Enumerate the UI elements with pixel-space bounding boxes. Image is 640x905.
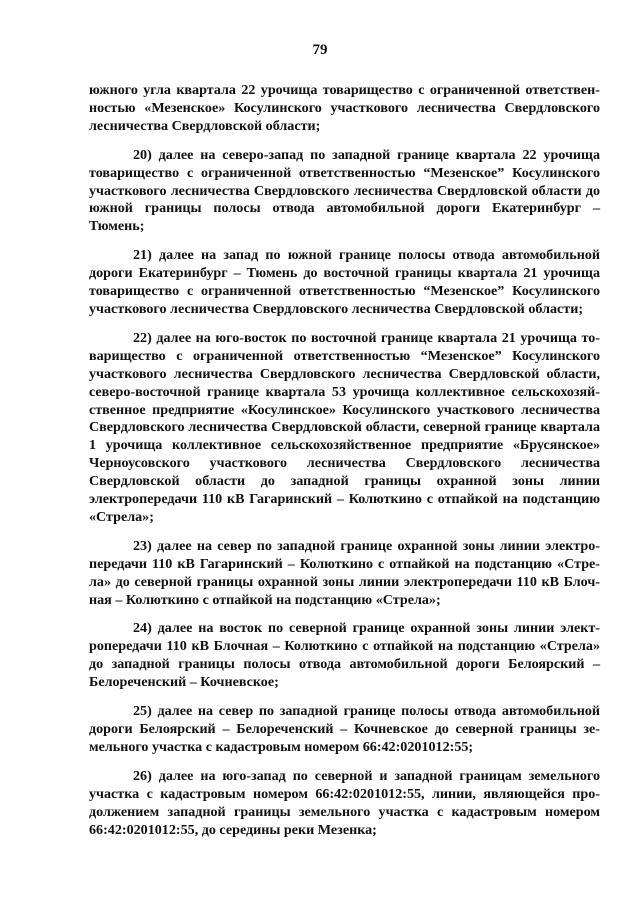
document-body: [89, 82, 600, 850]
paragraph-item-20: 20) далее на северо-запад по западной границе квартала 22 урочища товарищество с ограниченной ответственностью “Мезенское” Косулинского участкового лесничества Свердловского лесничества Свердловской области до южной границы полосы отвода автомобильной дороги Екатеринбург – Тюмень;: [89, 146, 600, 235]
paragraph-item-26: 26) далее на юго-запад по северной и западной границам земельного участка с кадастровым номером 66:42:0201012:55, линии, являющейся продолжением западной границы земельного участка с кадастровым номером 66:42:0201012:55, до середины реки Мезенка;: [89, 767, 600, 838]
paragraph-item-22: 22) далее на юго-восток по восточной границе квартала 21 урочища товарищество с ограниченной ответственностью “Мезенское” Косулинского участкового лесничества Свердловского лесничества Свердловской области, северо-восточной границе квартала 53 урочища коллективное сельскохозяйственное предприятие «Косулинское» Косулинского участкового лесничества Свердловского лесничества Свердловской области, северной границе квартала 1 урочища коллективное сельскохозяйственное предприятие «Брусянское» Черноусовского участкового лесничества Свердловского лесничества Свердловской области до западной границы охранной зоны линии электропередачи 110 кВ Гагаринский – Колюткино с отпайкой на подстанцию «Стрела»;: [89, 329, 600, 525]
paragraph-item-23: 23) далее на север по западной границе охранной зоны линии электропередачи 110 кВ Гагаринский – Колюткино с отпайкой на подстанцию «Стрела» до северной границы охранной зоны линии электропередачи 110 кВ Блочная – Колюткино с отпайкой на подстанцию «Стрела»;: [89, 537, 600, 608]
paragraph-item-25: 25) далее на север по западной границе полосы отвода автомобильной дороги Белоярский – Белореченский – Кочневское до северной границы земельного участка с кадастровым номером 66:42:0201012:55;: [89, 703, 600, 755]
paragraph-item-21: 21) далее на запад по южной границе полосы отвода автомобильной дороги Екатеринбург – Тюмень до восточной границы квартала 21 урочища товарищество с ограниченной ответственностью “Мезенское” Косулинского участкового лесничества Свердловского лесничества Свердловской области;: [89, 247, 600, 317]
paragraph-continuation: южного угла квартала 22 урочища товарищество с ограниченной ответственностью «Мезенское» Косулинского участкового лесничества Свердловского лесничества Свердловской области;: [89, 82, 600, 134]
paragraph-item-24: 24) далее на восток по северной границе охранной зоны линии электропередачи 110 кВ Блочная – Колюткино с отпайкой на подстанцию «Стрела» до западной границы полосы отвода автомобильной дороги Белоярский – Белореченский – Кочневское;: [89, 620, 600, 691]
page-number: 79: [312, 42, 328, 58]
